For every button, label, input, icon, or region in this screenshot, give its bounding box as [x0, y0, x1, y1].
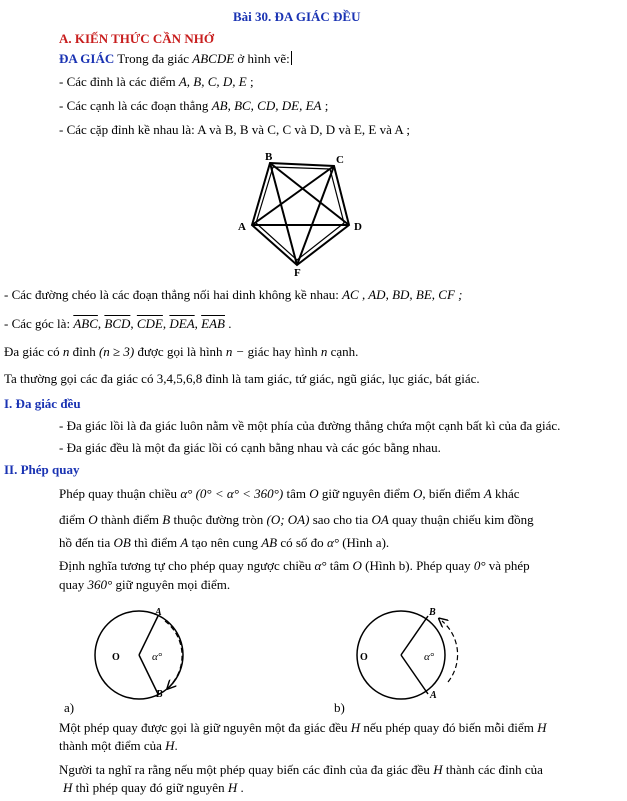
pentagon-label-d: D	[354, 221, 362, 233]
ngiac-text-2: đỉnh	[72, 344, 96, 359]
bullet-dinh-text: - Các đỉnh là các điểm	[59, 74, 176, 89]
q1g: , biến điểm	[422, 486, 481, 501]
pentagon-label-b: B	[265, 151, 273, 163]
q3f: AB	[261, 535, 278, 550]
fig-b-label-a: A	[430, 690, 437, 701]
l2a: thành một điểm của	[59, 738, 162, 753]
rotation-figure-a	[60, 604, 200, 716]
q1a: Phép quay thuận chiều	[59, 486, 178, 501]
angle-sep: ,	[97, 316, 102, 331]
fig-a-label-b: B	[156, 689, 163, 700]
fig-b-caption: b)	[334, 700, 345, 715]
bullet-cap: - Các cặp đỉnh kề nhau là: A và B, B và C, C và D, D và E, E và A ;	[59, 122, 410, 137]
pentagon-label-c: C	[336, 154, 344, 166]
q1c: tâm	[286, 486, 306, 501]
angle-end: .	[228, 316, 232, 331]
q2d: B	[162, 512, 171, 527]
bullet-canh-end: ;	[324, 98, 329, 113]
quay-line-4	[59, 558, 530, 574]
rotation-figure-b	[330, 604, 480, 716]
dagiac-intro-text: Trong đa giác	[117, 51, 190, 66]
angle-sep: ,	[194, 316, 198, 331]
section-i-item-2: - Đa giác đều là một đa giác lồi có cạnh bằng nhau và các góc bằng nhau.	[59, 440, 441, 455]
q3g: có số đo	[280, 535, 324, 550]
l3a: Người ta nghĩ ra rằng nếu một phép quay biến các đỉnh của đa giác đều	[59, 762, 430, 777]
cac-goc	[4, 316, 231, 332]
cac-goc-text: - Các góc là:	[4, 316, 71, 331]
thuong-goi: Ta thường gọi các đa giác có 3,4,5,6,8 đỉnh là tam giác, tứ giác, ngũ giác, lục giác, bát giác.	[4, 371, 480, 386]
quay-line-5	[59, 577, 230, 593]
l1b: H	[350, 720, 361, 735]
pentagon-label-a: A	[238, 221, 246, 233]
q2h: OA	[371, 512, 389, 527]
section-i-item-1: - Đa giác lồi là đa giác luôn nằm về một phía của đường thẳng chứa một cạnh bất kì của đa giác.	[59, 418, 561, 433]
fig-b-label-b: B	[429, 607, 436, 618]
section-i-heading: I. Đa giác đều	[4, 396, 81, 411]
q3i: (Hình a).	[342, 535, 390, 550]
q4a: Định nghĩa tương tự cho phép quay ngược chiều	[59, 558, 312, 573]
l2b: H	[165, 738, 175, 753]
duong-cheo-vars: AC , AD, BD, BE, CF ;	[342, 287, 463, 302]
last-line-1	[59, 720, 546, 736]
q3e: tạo nên cung	[191, 535, 258, 550]
dagiac-label: ĐA GIÁC	[59, 51, 115, 66]
q3d: A	[180, 535, 189, 550]
q1e: giữ nguyên điểm	[321, 486, 410, 501]
ngiac-definition	[4, 344, 358, 360]
q4g: và phép	[488, 558, 530, 573]
q1d: O	[309, 486, 319, 501]
angle-bcd: $\overline{BCD}$	[104, 316, 131, 331]
q5b: 360°	[87, 577, 113, 592]
q4b: α°	[314, 558, 327, 573]
bullet-canh	[59, 98, 328, 114]
q5a: quay	[59, 577, 85, 592]
angle-sep: ,	[162, 316, 167, 331]
page-title: Bài 30. ĐA GIÁC ĐỀU	[233, 9, 361, 24]
angle-cde: $\overline{CDE}$	[136, 316, 163, 331]
fig-a-label-a: A	[155, 607, 162, 618]
l3b: H	[433, 762, 443, 777]
l3c: thành các đỉnh của	[445, 762, 543, 777]
bullet-canh-var: AB, BC, CD, DE, EA	[211, 98, 322, 113]
bullet-dinh-end: ;	[249, 74, 254, 89]
bullet-canh-text: - Các cạnh là các đoạn thẳng	[59, 98, 209, 113]
q2i: quay thuận chiếu kim đồng	[392, 512, 534, 527]
q2f: (O; OA)	[266, 512, 310, 527]
q2e: thuộc đường tròn	[173, 512, 264, 527]
q4c: tâm	[329, 558, 350, 573]
l2c: .	[174, 738, 178, 753]
q3h: α°	[326, 535, 339, 550]
dagiac-intro	[59, 51, 292, 67]
q3b: OB	[113, 535, 131, 550]
last-line-4	[63, 780, 244, 796]
q2b: O	[88, 512, 98, 527]
q1h: A	[483, 486, 492, 501]
duong-cheo	[4, 287, 462, 303]
l4c: thì phép quay đó giữ nguyên	[75, 780, 225, 795]
angle-eab: $\overline{EAB}$	[201, 316, 225, 331]
q1f: O	[413, 486, 423, 501]
l4d: H	[227, 780, 238, 795]
ngiac-text-5: cạnh.	[330, 344, 359, 359]
q4e: (Hình b). Phép quay	[365, 558, 471, 573]
fig-b-alpha: α°	[424, 651, 435, 663]
l1c: nếu phép quay đó biến mỗi điểm	[363, 720, 534, 735]
q2a: điểm	[59, 512, 85, 527]
angle-abc: $\overline{ABC}$	[73, 316, 98, 331]
q2g: sao cho tia	[312, 512, 369, 527]
fig-a-label-o: O	[112, 652, 120, 663]
fig-a-caption: a)	[64, 700, 75, 715]
ngiac-n3: n	[320, 344, 328, 359]
bullet-dinh-var: A, B, C, D, E	[178, 74, 247, 89]
angle-sep: ,	[130, 316, 134, 331]
pentagon-label-f: F	[294, 267, 301, 279]
ngiac-n2: n −	[225, 344, 245, 359]
l4e: .	[240, 780, 244, 795]
ngiac-condition: (n ≥ 3)	[98, 344, 135, 359]
q4f: 0°	[473, 558, 486, 573]
dagiac-intro-post: ở hình vẽ:	[237, 51, 290, 66]
last-line-2	[59, 738, 178, 754]
l1a: Một phép quay được gọi là giữ nguyên một đa giác đều	[59, 720, 348, 735]
ngiac-text-3: được gọi là hình	[137, 344, 223, 359]
quay-line-2	[59, 512, 534, 528]
text-caret	[291, 51, 292, 65]
q3c: thì điểm	[134, 535, 178, 550]
q3a: hồ đến tia	[59, 535, 111, 550]
quay-line-3	[59, 535, 389, 551]
bullet-dinh	[59, 74, 254, 90]
section-ii-heading: II. Phép quay	[4, 462, 80, 477]
q1b: α° (0° < α° < 360°)	[180, 486, 284, 501]
dagiac-intro-var: ABCDE	[192, 51, 235, 66]
ngiac-n1: n	[62, 344, 70, 359]
fig-b-label-o: O	[360, 652, 368, 663]
angle-dea: $\overline{DEA}$	[169, 316, 195, 331]
pentagon-figure	[230, 146, 370, 280]
q5c: giữ nguyên mọi điểm.	[115, 577, 231, 592]
duong-cheo-text: - Các đường chéo là các đoạn thẳng nối hai dinh không kề nhau:	[4, 287, 339, 302]
q4d: O	[352, 558, 362, 573]
ngiac-text-1: Đa giác có	[4, 344, 60, 359]
fig-a-alpha: α°	[152, 651, 163, 663]
q1i: khác	[495, 486, 520, 501]
ngiac-text-4: giác hay hình	[247, 344, 318, 359]
section-a-heading: A. KIẾN THỨC CẦN NHỚ	[59, 31, 214, 46]
q2c: thành điểm	[100, 512, 160, 527]
quay-line-1	[59, 486, 520, 502]
l4b: H	[63, 780, 73, 795]
l1d: H	[537, 720, 547, 735]
last-line-3	[59, 762, 543, 778]
